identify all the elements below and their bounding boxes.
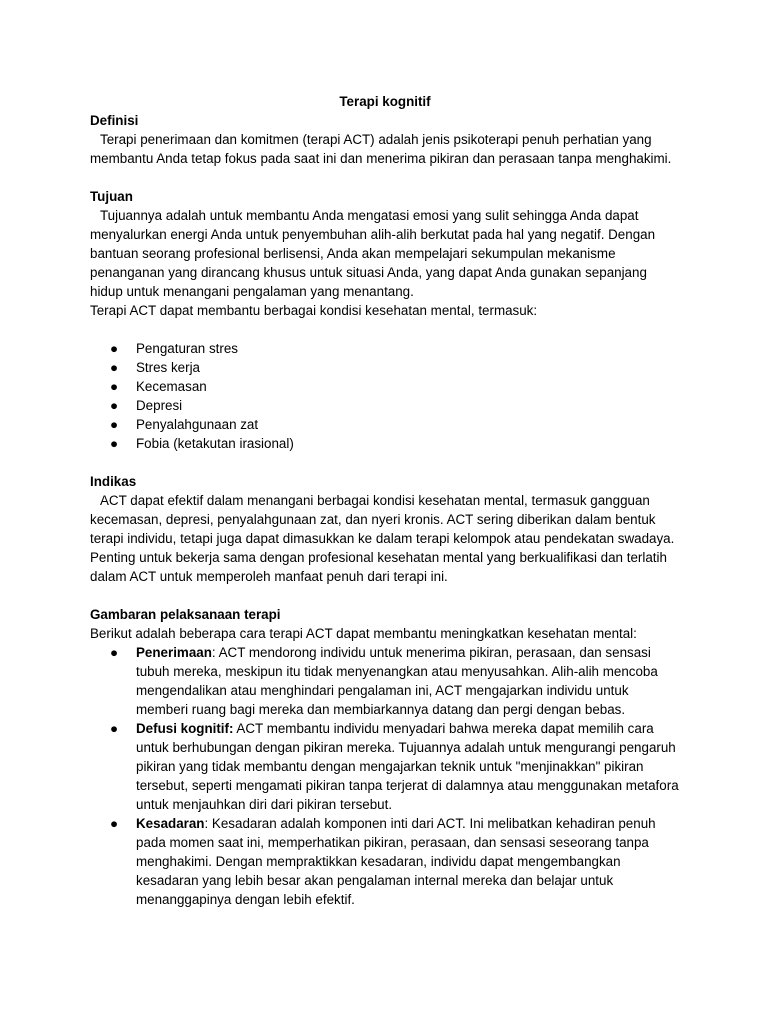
term-description: ACT membantu individu menyadari bahwa mereka dapat memilih cara untuk berhubungan dengan pikiran mereka. Tujuannya adalah untuk mengurangi pengaruh pikiran yang tidak membantu dengan mengajarkan teknik untuk "menjinakkan" pikiran tersebut, seperti mengamati pikiran tanpa terjerat di dalamnya atau menggunakan metafora untuk menjauhkan diri dari pikiran tersebut. [136,721,679,812]
bullet-icon: ● [110,398,119,413]
term-description: : Kesadaran adalah komponen inti dari ACT. Ini melibatkan kehadiran penuh pada momen saat ini, memperhatikan pikiran, perasaan, dan sensasi seseorang tanpa menghakimi. Dengan mempraktikkan kesadaran, individu dapat mengembangkan kesadaran yang lebih besar akan pengalaman internal mereka dan belajar untuk menanggapinya dengan lebih efektif. [136,816,656,907]
list-item: ● Pengaturan stres [110,341,238,356]
bullet-icon: ● [110,436,119,451]
list-item: ● Penyalahgunaan zat [110,417,259,432]
term-penerimaan: Penerimaan [136,645,212,660]
spacer [90,453,680,472]
list-item: ● Stres kerja [110,360,200,375]
tujuan-intro: Terapi ACT dapat membantu berbagai kondisi kesehatan mental, termasuk: [90,303,538,318]
bullet-icon: ● [110,816,119,831]
gambaran-heading: Gambaran pelaksanaan terapi [90,607,281,622]
list-item: ● Fobia (ketakutan irasional) [110,436,294,451]
document-title: Terapi kognitif [339,94,431,109]
bullet-icon: ● [110,360,119,375]
bullet-icon: ● [110,417,119,432]
list-item: ● Kecemasan [110,379,207,394]
list-item [90,719,680,814]
term-kesadaran: Kesadaran [136,816,205,831]
indikas-paragraph: ACT dapat efektif dalam menangani berbagai kondisi kesehatan mental, termasuk gangguan kecemasan, depresi, penyalahgunaan zat, dan nyeri kronis. ACT sering diberikan dalam bentuk terapi individu, tetapi juga dapat dimasukkan ke dalam terapi kelompok atau pendekatan swadaya. Penting untuk bekerja sama dengan profesional kesehatan mental yang berkualifikasi dan terlatih dalam ACT untuk memperoleh manfaat penuh dari terapi ini. [90,493,675,584]
bullet-icon: ● [110,645,119,660]
indikas-heading: Indikas [90,474,137,489]
gambaran-intro: Berikut adalah beberapa cara terapi ACT dapat membantu meningkatkan kesehatan mental: [90,626,637,641]
tujuan-paragraph: Tujuannya adalah untuk membantu Anda mengatasi emosi yang sulit sehingga Anda dapat menyalurkan energi Anda untuk penyembuhan alih-alih berkutat pada hal yang negatif. Dengan bantuan seorang profesional berlisensi, Anda akan mempelajari sekumpulan mekanisme penanganan yang dirancang khusus untuk situasi Anda, yang dapat Anda gunakan sepanjang hidup untuk menangani pengalaman yang menantang. [90,208,656,299]
list-item [90,814,680,909]
tujuan-heading: Tujuan [90,189,133,204]
spacer [90,168,680,187]
bullet-icon: ● [110,341,119,356]
conditions-list [90,339,680,453]
document-page [90,92,680,909]
definisi-heading: Definisi [90,113,139,128]
bullet-icon: ● [110,721,119,736]
spacer [90,320,680,339]
list-item [90,643,680,719]
term-defusi-kognitif: Defusi kognitif: [136,721,234,736]
techniques-list [90,643,680,909]
definisi-paragraph: Terapi penerimaan dan komitmen (terapi ACT) adalah jenis psikoterapi penuh perhatian yang membantu Anda tetap fokus pada saat ini dan menerima pikiran dan perasaan tanpa menghakimi. [90,132,672,166]
bullet-icon: ● [110,379,119,394]
term-description: : ACT mendorong individu untuk menerima pikiran, perasaan, dan sensasi tubuh mereka, meskipun itu tidak menyenangkan atau menyusahkan. Alih-alih mencoba mengendalikan atau menghindari pengalaman ini, ACT mengajarkan individu untuk memberi ruang bagi mereka dan membiarkannya datang dan pergi dengan bebas. [136,645,658,717]
spacer [90,586,680,605]
list-item: ● Depresi [110,398,183,413]
